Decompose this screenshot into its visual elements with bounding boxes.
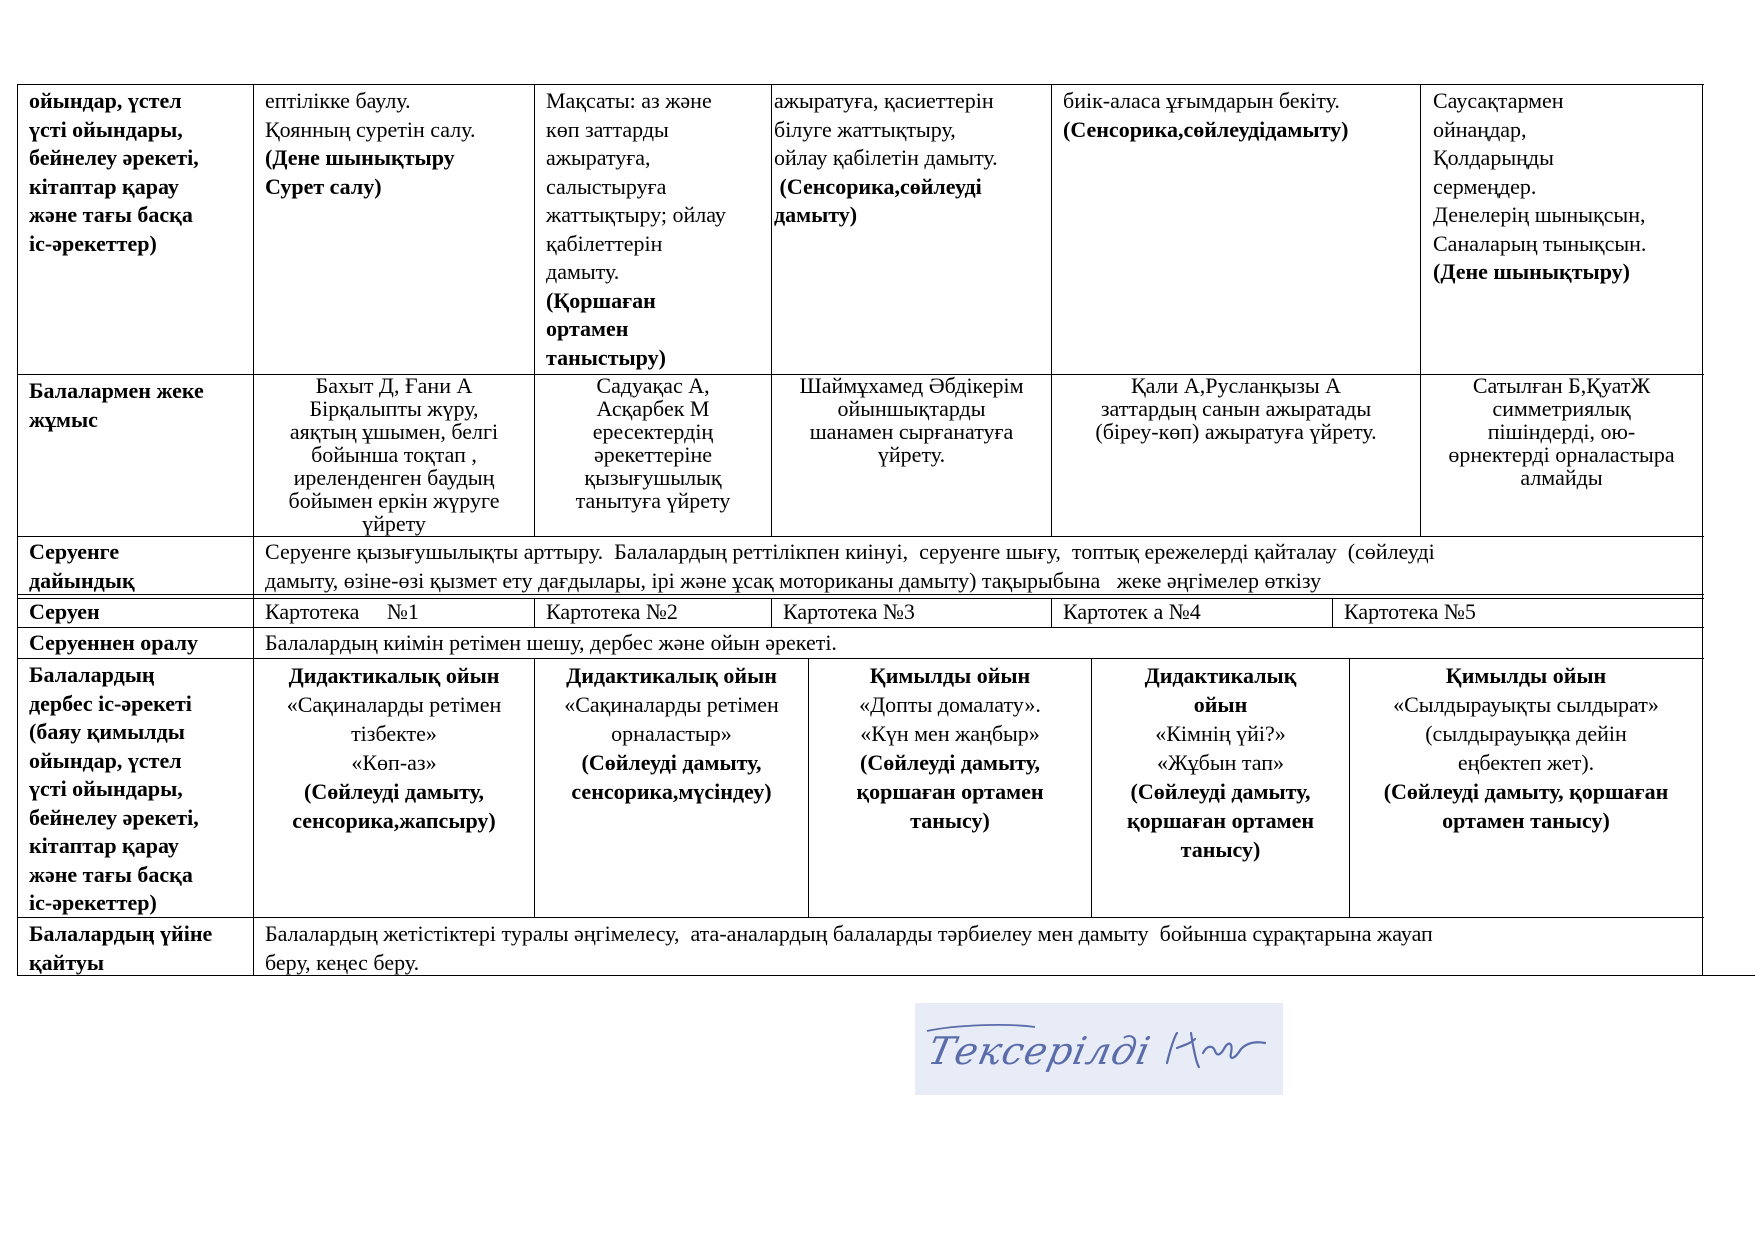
column-divider (771, 84, 772, 536)
row2-wednesday-cell: Шаймұхамед Әбдікерім ойыншықтарды шанамен сырғанатуға үйрету. (799, 373, 1024, 467)
column-divider (1051, 84, 1052, 536)
row-divider (17, 917, 1704, 918)
walk-card-1: Картотека №1 (265, 599, 419, 624)
row2-tuesday-cell: Садуақас А, Асқарбек М ересектердің әрекеттеріне қызығушылық танытуға үйрету (575, 373, 731, 513)
row1-tuesday-cell: Мақсаты: аз және көп заттарды ажыратуға, салыстыруға жаттықтыру; ойлау қабілеттерін дамыту. (Қоршаған ортамен таныстыру) (546, 88, 726, 370)
row6-wednesday-cell: Қимылды ойын «Допты домалату». «Күн мен жаңбыр» (Сөйлеуді дамыту, қоршаған ортамен танысу) (856, 663, 1044, 833)
table-border-top (17, 84, 1704, 85)
row6-friday-cell: Қимылды ойын «Сылдырауықты сылдырат» (сылдырауыққа дейін еңбектеп жет). (Сөйлеуді дамыту, қоршаған ортамен танысу) (1383, 663, 1669, 833)
walk-card-5: Картотека №5 (1344, 599, 1476, 624)
row1-wednesday-cell: ажыратуға, қасиеттерін білуге жаттықтыру, ойлау қабілетін дамыту. (Сенсорика,сөйлеуді дамыту) (774, 88, 998, 227)
row1-label: ойындар, үстел үсті ойындары, бейнелеу әрекеті, кітаптар қарау және тағы басқа іс-әрекеттер) (29, 88, 199, 256)
row7-label: Балалардың үйіне қайтуы (29, 921, 213, 975)
row2-label: Балалармен жеке жұмыс (29, 378, 204, 432)
signature-icon (915, 1003, 1283, 1095)
row2-friday-cell: Сатылған Б,ҚуатЖ симметриялық пішіндерді, ою- өрнектерді орналастыра алмайды (1448, 373, 1675, 490)
row6-label: Балалардың дербес іс-әрекеті (баяу қимылды ойындар, үстел үсті ойындары, бейнелеу әрекеті, кітаптар қарау және тағы басқа іс-әрекеттер) (29, 662, 199, 915)
row6-thursday-cell: Дидактикалық ойын «Кімнің үйі?» «Жұбын тап» (Сөйлеуді дамыту, қоршаған ортамен танысу) (1126, 663, 1315, 862)
column-divider (534, 598, 535, 627)
row3-label: Серуенге дайындық (29, 539, 135, 593)
walk-card-4: Картотек а №4 (1063, 599, 1201, 624)
table-border-right (1702, 84, 1703, 976)
row7-text: Балалардың жетістіктері туралы әңгімелесу, ата-аналардың балаларды тәрбиелеу мен дамыту бойынша сұрақтарына жауап беру, кеңес беру. (265, 921, 1433, 975)
row-divider (17, 658, 1704, 659)
column-divider (1051, 598, 1052, 627)
row5-text: Балалардың киімін ретімен шешу, дербес және ойын әрекеті. (265, 630, 837, 655)
stamp-text: Тексерілді (924, 1029, 1155, 1073)
row-divider (17, 536, 1704, 537)
verification-stamp (915, 1003, 1283, 1095)
walk-card-3: Картотека №3 (783, 599, 915, 624)
table-border-left (17, 84, 18, 976)
row5-label: Серуеннен оралу (29, 630, 199, 655)
row2-monday-cell: Бахыт Д, Ғани А Бірқалыпты жүру, аяқтың ұшымен, белгі бойынша тоқтап , иреленденген баудың бойымен еркін жүруге үйрету (288, 373, 500, 536)
row3-text: Серуенге қызығушылықты арттыру. Балалардың реттілікпен киінуі, серуенге шығу, топтық ережелерді қайталау (сөйлеуді дамыту, өзіне-өзі қызмет ету дағдылары, ірі және ұсақ моториканы дамыту) тақырыбына жеке әңгімелер өткізу (265, 539, 1435, 593)
row1-thursday-cell: биік-аласа ұғымдарын бекіту. (Сенсорика,сөйлеудідамыту) (1063, 88, 1349, 142)
row-divider (17, 627, 1704, 628)
column-divider (1332, 598, 1333, 627)
row6-tuesday-cell: Дидактикалық ойын «Сақиналарды ретімен орналастыр» (Сөйлеуді дамыту, сенсорика,мүсіндеу) (564, 663, 779, 804)
row1-friday-cell: Саусақтармен ойнаңдар, Қолдарыңды сермеңдер. Денелерің шынықсын, Саналарың тынықсын. (Дене шынықтыру) (1433, 88, 1647, 284)
column-divider (771, 598, 772, 627)
row4-label: Серуен (29, 599, 100, 624)
row6-monday-cell: Дидактикалық ойын «Сақиналарды ретімен тізбекте» «Көп-аз» (Сөйлеуді дамыту, сенсорика,жапсыру) (286, 663, 502, 833)
walk-card-2: Картотека №2 (546, 599, 678, 624)
row1-monday-cell: ептілікке баулу. Қоянның суретін салу. (Дене шынықтыру Сурет салу) (265, 88, 476, 199)
row2-thursday-cell: Қали А,Русланқызы А заттардың санын ажыратады (біреу-көп) ажыратуға үйрету. (1095, 373, 1377, 444)
